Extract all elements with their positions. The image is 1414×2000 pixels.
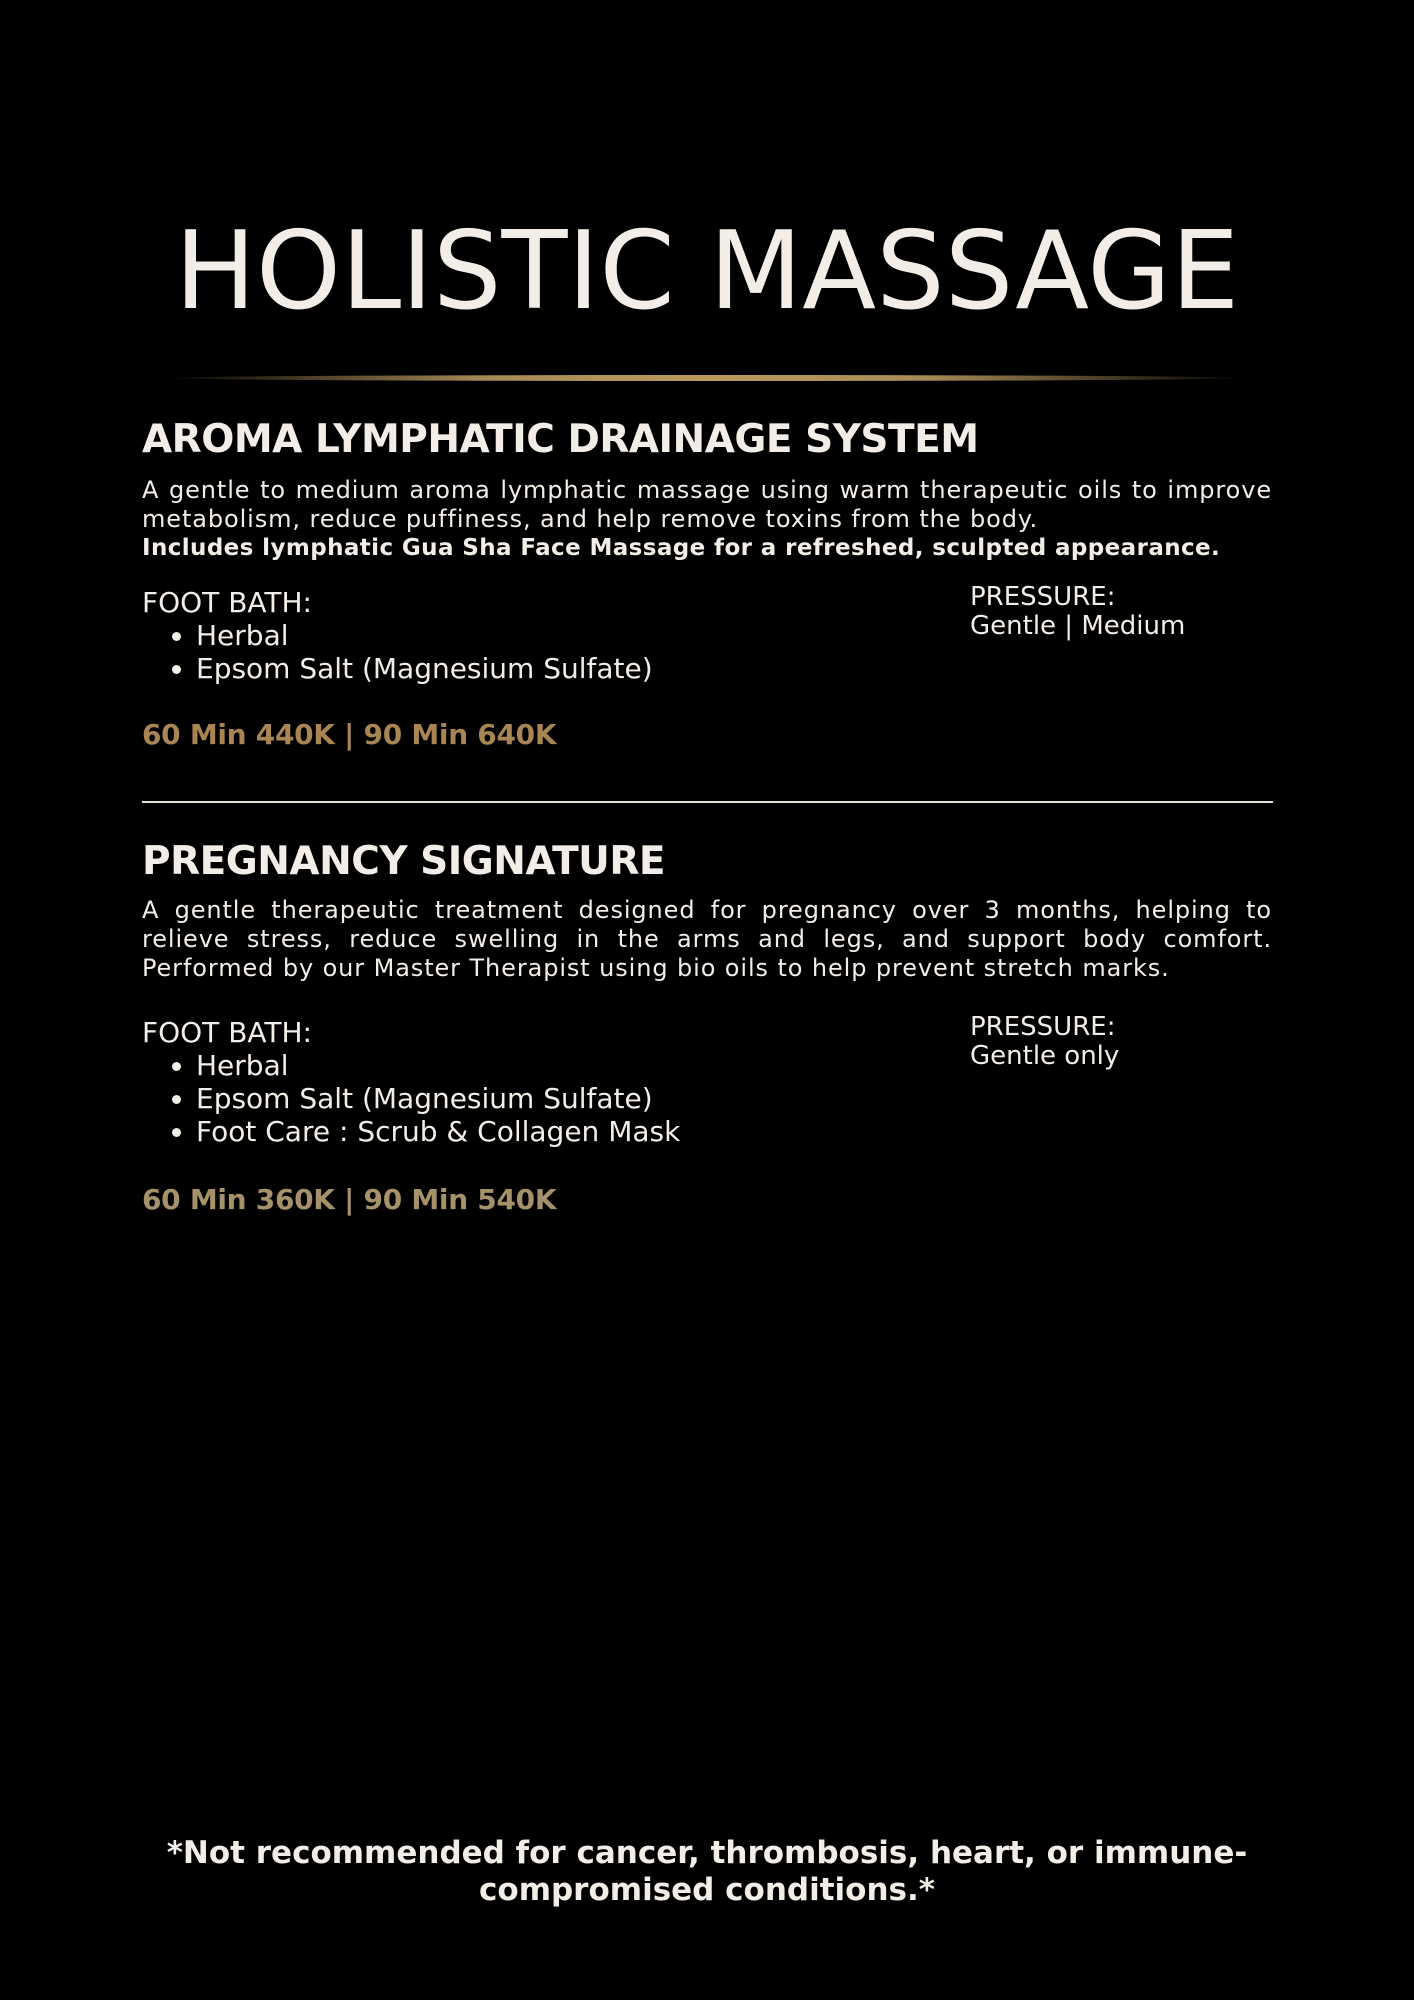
disclaimer-line: *Not recommended for cancer, thrombosis, heart, or immune- (166, 1835, 1248, 1871)
section-divider (142, 801, 1273, 803)
pressure-value: Gentle only (970, 1041, 1120, 1071)
service-pregnancy-signature (142, 838, 1272, 1218)
disclaimer (0, 1835, 1414, 1909)
pressure-block (970, 583, 1185, 641)
foot-bath-option: • Herbal (196, 1049, 680, 1082)
service-description: A gentle therapeutic treatment designed for pregnancy over 3 months, helping to relieve stress, reduce swelling in the arms and legs, and support body comfort. Performed by our Master Therapist using bio oils to help prevent stretch marks. (142, 896, 1272, 982)
page-title: HOLISTIC MASSAGE (174, 209, 1240, 334)
foot-bath-option: • Epsom Salt (Magnesium Sulfate) (196, 652, 653, 685)
service-description: A gentle to medium aroma lymphatic massage using warm therapeutic oils to improve metabolism, reduce puffiness, and help remove toxins from the body. (142, 476, 1272, 533)
pressure-block (970, 1013, 1119, 1071)
title-divider (166, 375, 1246, 381)
service-title: AROMA LYMPHATIC DRAINAGE SYSTEM (142, 417, 979, 462)
foot-bath-label: FOOT BATH: (142, 586, 312, 619)
foot-bath-block (142, 587, 653, 685)
foot-bath-label: FOOT BATH: (142, 1016, 312, 1049)
disclaimer-line: compromised conditions.* (479, 1872, 935, 1908)
foot-bath-option: • Epsom Salt (Magnesium Sulfate) (196, 1082, 680, 1115)
service-highlight: Includes lymphatic Gua Sha Face Massage for a refreshed, sculpted appearance. (142, 535, 1221, 561)
foot-bath-list (142, 1049, 680, 1148)
foot-bath-list (142, 619, 653, 685)
foot-bath-option: • Foot Care : Scrub & Collagen Mask (196, 1115, 680, 1148)
service-details (142, 1012, 1272, 1167)
service-aroma-lymphatic (142, 416, 1272, 753)
service-price: 60 Min 360K | 90 Min 540K (142, 1183, 557, 1216)
pressure-label: PRESSURE: (970, 1012, 1116, 1042)
service-details (142, 582, 1272, 707)
foot-bath-option: • Herbal (196, 619, 653, 652)
foot-bath-block (142, 1017, 680, 1148)
service-title: PREGNANCY SIGNATURE (142, 839, 666, 884)
pressure-value: Gentle | Medium (970, 611, 1186, 641)
pressure-label: PRESSURE: (970, 582, 1116, 612)
service-price: 60 Min 440K | 90 Min 640K (142, 718, 557, 751)
